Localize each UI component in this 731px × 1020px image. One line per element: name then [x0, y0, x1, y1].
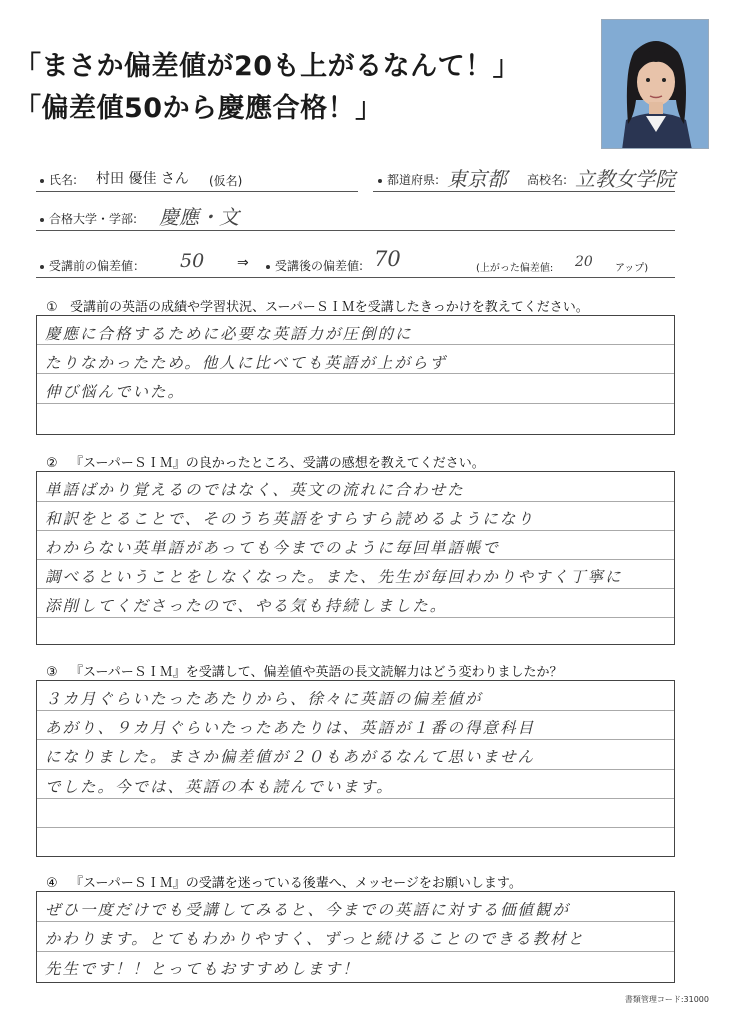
- before-score-label: 受講前の偏差値：: [40, 257, 145, 274]
- ruled-line: [37, 827, 674, 828]
- bullet-icon: [378, 179, 382, 183]
- answer-2-line-4: 調べるということをしなくなった。また、先生が毎回わかりやすく丁寧に: [45, 568, 623, 586]
- answer-3-line-2: あがり、９カ月ぐらいたったあたりは、英語が１番の得意科目: [45, 719, 536, 737]
- university-underline: [36, 230, 675, 231]
- name-note: (仮名): [209, 174, 243, 188]
- school-value: 立教女学院: [575, 167, 675, 191]
- prefecture-label: 都道府県:: [378, 171, 439, 188]
- ruled-line: [37, 588, 674, 589]
- question-1-title: ① 受講前の英語の成績や学習状況、スーパーＳＩＭを受講したきっかけを教えてください。: [46, 300, 589, 315]
- bullet-icon: [40, 265, 44, 269]
- name-underline: [36, 191, 358, 192]
- answer-2-line-2: 和訳をとることで、そのうち英語をすらすら読めるようになり: [45, 510, 535, 528]
- answer-4-line-2: かわります。とてもわかりやすく、ずっと続けることのできる教材と: [45, 930, 586, 948]
- before-score-value: 50: [180, 250, 205, 272]
- name-label: 氏名:: [40, 171, 77, 188]
- university-label: 合格大学・学部:: [40, 210, 137, 227]
- ruled-line: [37, 739, 674, 740]
- ruled-line: [37, 769, 674, 770]
- answer-2-line-3: わからない英単語があっても今までのように毎回単語帳で: [45, 539, 500, 557]
- ruled-line: [37, 344, 674, 345]
- prefecture-value: 東京都: [447, 167, 507, 191]
- answer-4-line-3: 先生です！！とってもおすすめします！: [45, 960, 360, 978]
- answer-1-line-2: たりなかったため。他人に比べても英語が上がらず: [45, 354, 447, 372]
- gain-suffix: アップ): [615, 263, 649, 274]
- question-3-title: ③ 『スーパーＳＩＭ』を受講して、偏差値や英語の長文読解力はどう変わりましたか？: [46, 665, 563, 680]
- ruled-line: [37, 617, 674, 618]
- answer-1-line-3: 伸び悩んでいた。: [45, 383, 186, 401]
- answer-box-1: [36, 315, 675, 435]
- student-name: 村田 優佳 さん: [96, 171, 189, 187]
- headline-line-2: 「偏差値50から慶應合格！」: [14, 93, 383, 124]
- arrow-icon: ⇒: [237, 255, 249, 271]
- prefecture-school-underline: [373, 191, 675, 192]
- answer-box-2: [36, 471, 675, 645]
- answer-3-line-3: になりました。まさか偏差値が２０もあがるなんて思いません: [45, 748, 536, 766]
- university-value: 慶應・文: [159, 205, 239, 229]
- answer-1-line-1: 慶應に合格するために必要な英語力が圧倒的に: [45, 325, 413, 343]
- ruled-line: [37, 559, 674, 560]
- answer-box-3: [36, 680, 675, 857]
- answer-2-line-5: 添削してくださったので、やる気も持続しました。: [45, 597, 448, 615]
- headline-line-1: 「まさか偏差値が20も上がるなんて！」: [14, 51, 521, 82]
- question-2-title: ② 『スーパーＳＩＭ』の良かったところ、受講の感想を教えてください。: [46, 456, 485, 471]
- ruled-line: [37, 710, 674, 711]
- answer-2-line-1: 単語ばかり覚えるのではなく、英文の流れに合わせた: [45, 481, 465, 499]
- bullet-icon: [40, 179, 44, 183]
- ruled-line: [37, 530, 674, 531]
- bullet-icon: [40, 218, 44, 222]
- bullet-icon: [266, 265, 270, 269]
- after-score-label: 受講後の偏差値:: [266, 257, 363, 274]
- answer-box-4: [36, 891, 675, 983]
- ruled-line: [37, 373, 674, 374]
- school-label: 高校名:: [527, 173, 568, 187]
- document-code: 書類管理コード:31000: [624, 995, 709, 1004]
- score-underline: [36, 277, 675, 278]
- question-4-title: ④ 『スーパーＳＩＭ』の受講を迷っている後輩へ、メッセージをお願いします。: [46, 876, 522, 891]
- student-portrait-photo: [601, 19, 709, 149]
- ruled-line: [37, 403, 674, 404]
- after-score-value: 70: [374, 247, 401, 271]
- ruled-line: [37, 501, 674, 502]
- ruled-line: [37, 921, 674, 922]
- answer-4-line-1: ぜひ一度だけでも受講してみると、今までの英語に対する価値観が: [45, 901, 571, 919]
- gain-label: (上がった偏差値:: [476, 263, 554, 274]
- answer-3-line-4: でした。今では、英語の本も読んでいます。: [45, 778, 394, 796]
- ruled-line: [37, 951, 674, 952]
- answer-3-line-1: ３カ月ぐらいたったあたりから、徐々に英語の偏差値が: [45, 690, 483, 708]
- ruled-line: [37, 798, 674, 799]
- gain-value: 20: [575, 254, 593, 270]
